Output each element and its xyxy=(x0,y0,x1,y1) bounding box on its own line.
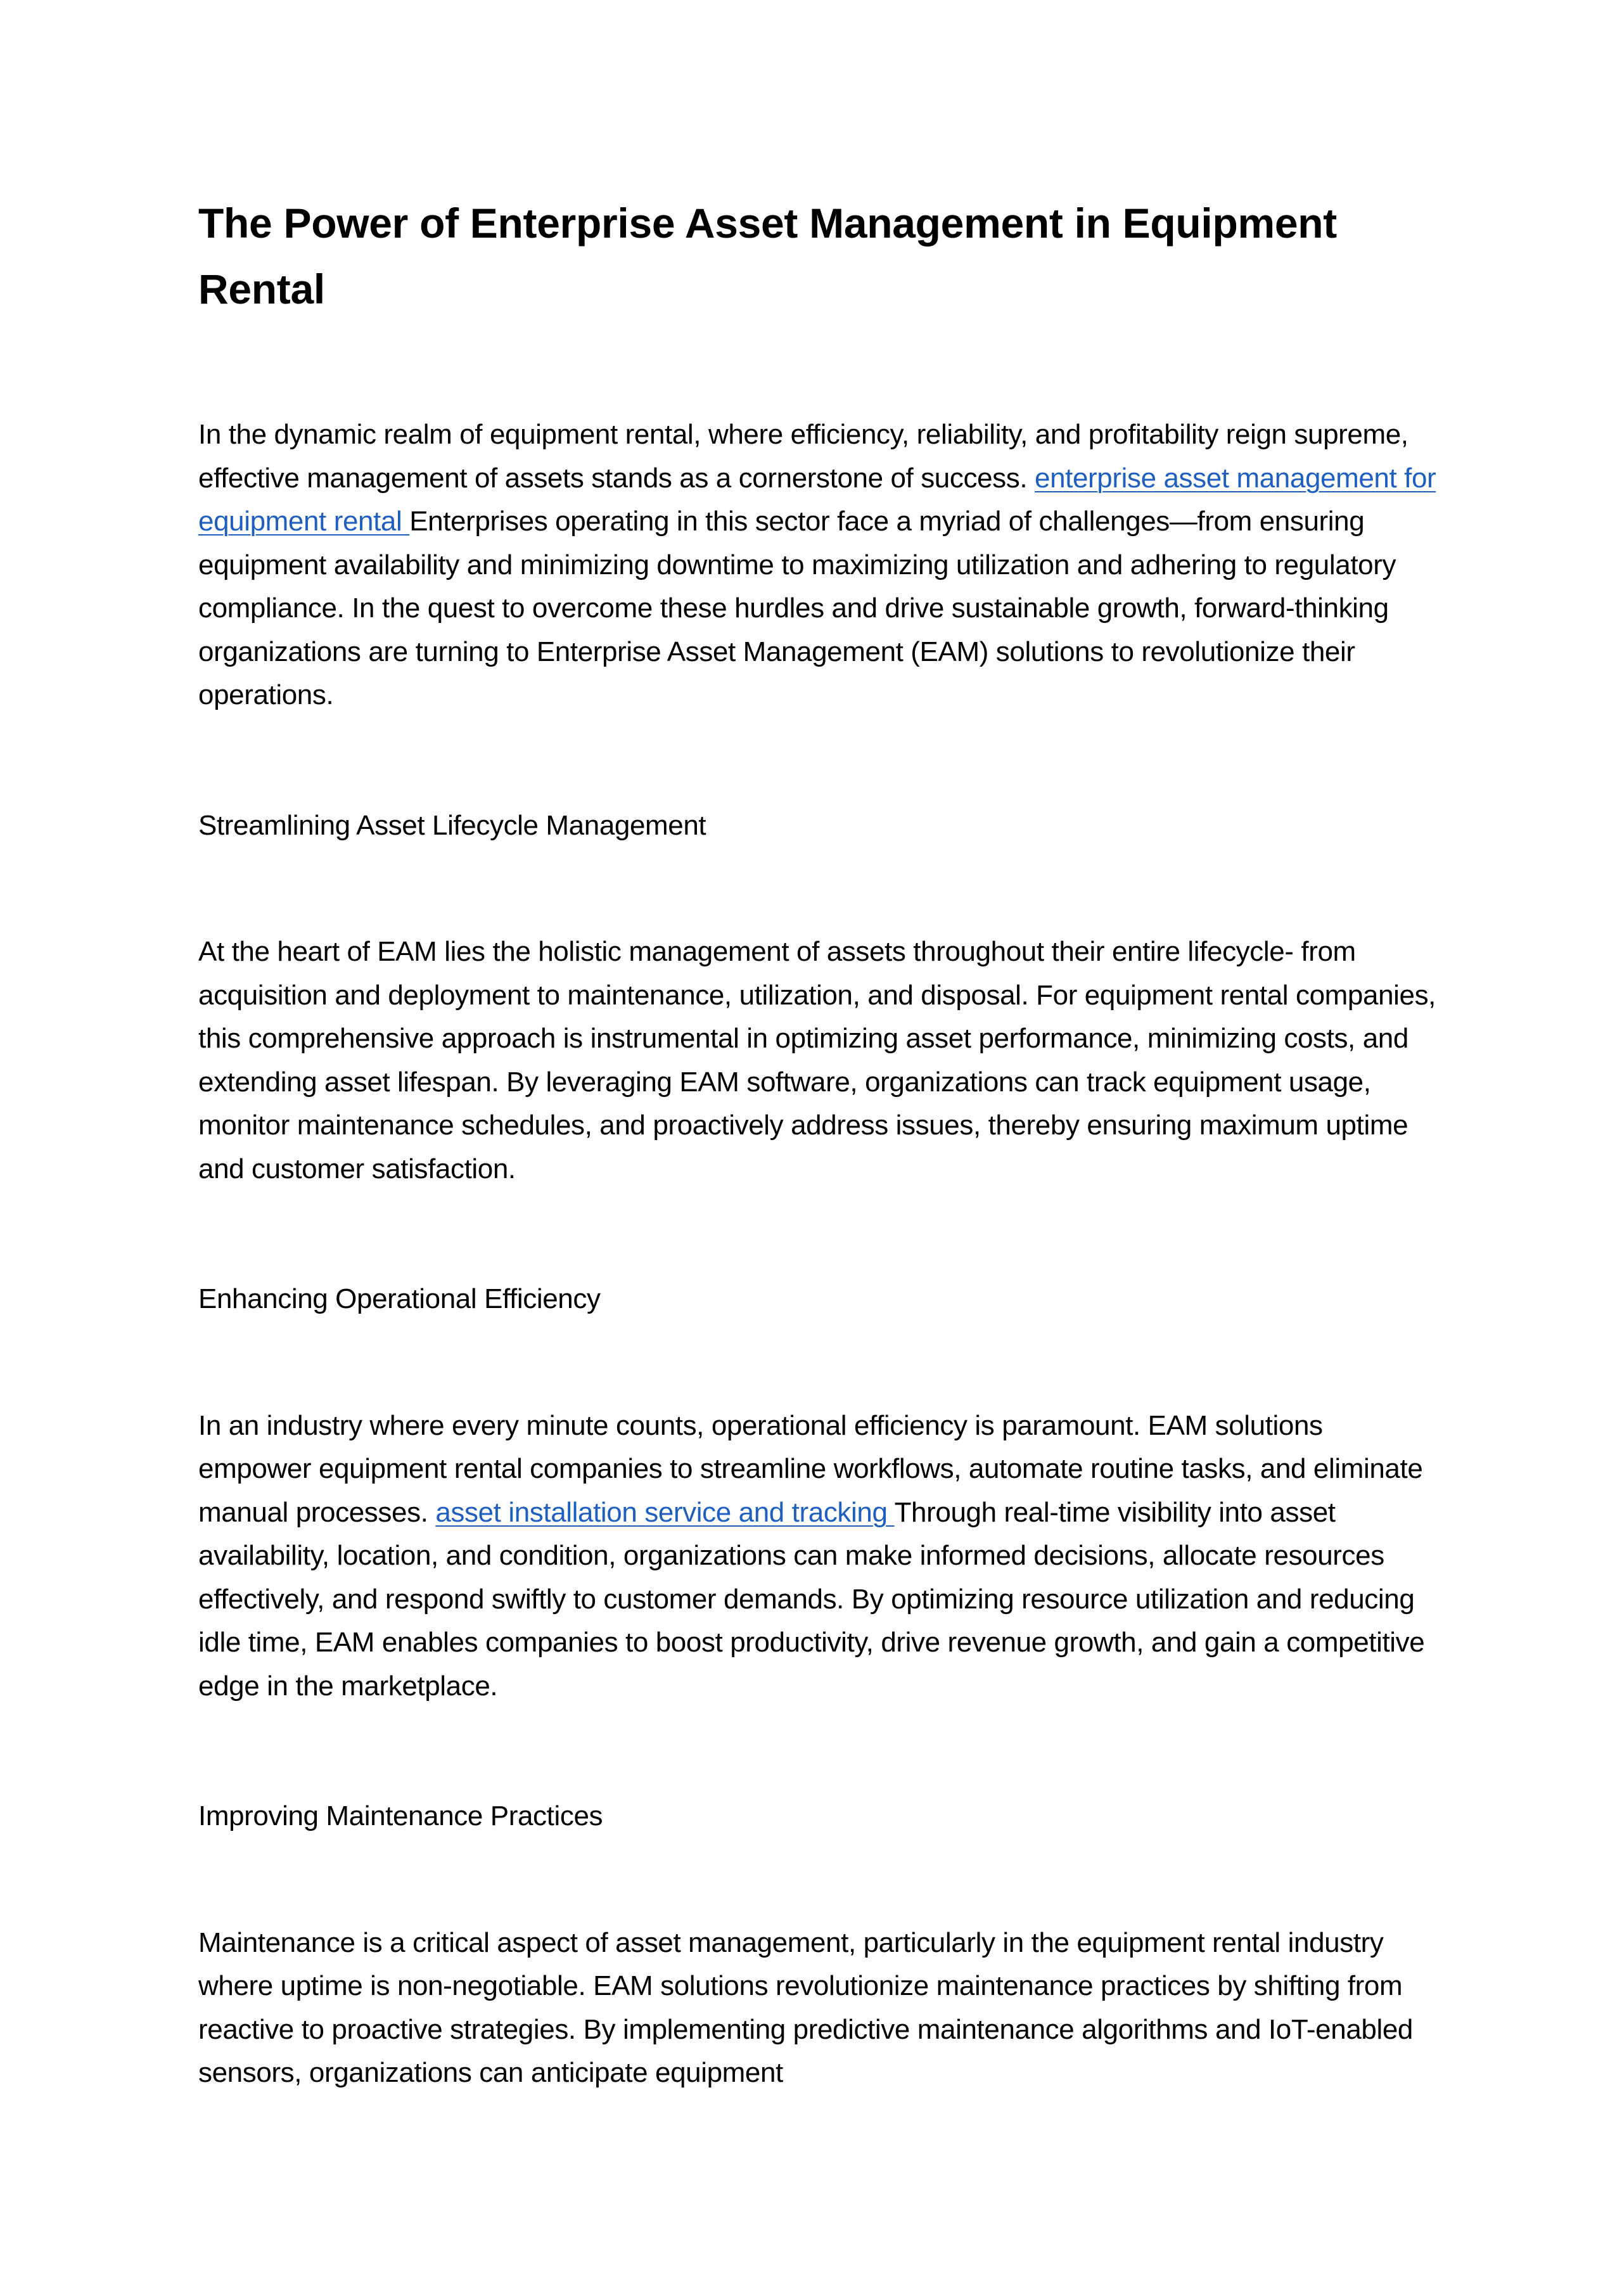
efficiency-text-before-link: In an industry where every minute counts, operational efficiency is paramount. EAM solutions empower equipment rental companies to streamline workflows, automate routine tasks, and eliminate manual processes. xyxy=(198,1409,1423,1528)
section-heading-maintenance: Improving Maintenance Practices xyxy=(198,1800,603,1831)
intro-paragraph xyxy=(198,413,1440,717)
section-body-maintenance: Maintenance is a critical aspect of asset management, particularly in the equipment rental industry where uptime is non-negotiable. EAM solutions revolutionize maintenance practices by shifting from reactive to proactive strategies. By implementing predictive maintenance algorithms and IoT-enabled sensors, organizations can anticipate equipment xyxy=(198,1927,1413,2088)
section-body-lifecycle: At the heart of EAM lies the holistic management of assets throughout their entire lifecycle- from acquisition and deployment to maintenance, utilization, and disposal. For equipment rental companies, this comprehensive approach is instrumental in optimizing asset performance, minimizing costs, and extending asset lifespan. By leveraging EAM software, organizations can track equipment usage, monitor maintenance schedules, and proactively address issues, thereby ensuring maximum uptime and customer satisfaction. xyxy=(198,936,1436,1184)
section-heading-lifecycle: Streamlining Asset Lifecycle Management xyxy=(198,809,706,841)
document-page xyxy=(198,190,1440,2095)
intro-text-before-link: In the dynamic realm of equipment rental, where efficiency, reliability, and profitability reign supreme, effective management of assets stands as a cornerstone of success. xyxy=(198,419,1408,494)
asset-installation-tracking-link[interactable]: asset installation service and tracking xyxy=(435,1496,895,1528)
eam-equipment-rental-link[interactable]: enterprise asset management for equipment rental xyxy=(198,462,1436,537)
section-body-efficiency xyxy=(198,1404,1440,1709)
section-heading-efficiency: Enhancing Operational Efficiency xyxy=(198,1283,601,1314)
page-title: The Power of Enterprise Asset Management in Equipment Rental xyxy=(198,200,1337,312)
intro-text-after-link: Enterprises operating in this sector face a myriad of challenges—from ensuring equipment availability and minimizing downtime to maximizing utilization and adhering to regulatory compliance. In the quest to overcome these hurdles and drive sustainable growth, forward-thinking organizations are turning to Enterprise Asset Management (EAM) solutions to revolutionize their operations. xyxy=(198,506,1396,710)
efficiency-text-after-link: Through real-time visibility into asset availability, location, and condition, organizations can make informed decisions, allocate resources effectively, and respond swiftly to customer demands. By optimizing resource utilization and reducing idle time, EAM enables companies to boost productivity, drive revenue growth, and gain a competitive edge in the marketplace. xyxy=(198,1496,1425,1702)
